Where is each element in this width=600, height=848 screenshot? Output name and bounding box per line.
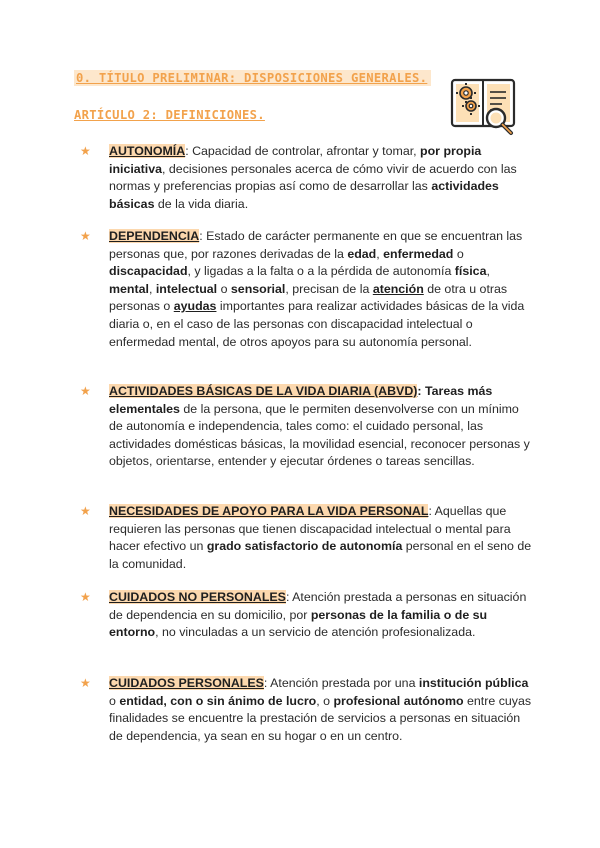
star-icon: ★ [80, 384, 91, 398]
text-span: , precisan de la [285, 281, 373, 296]
term-label: AUTONOMÍA [109, 144, 186, 158]
definition-item [74, 383, 534, 471]
star-icon: ★ [80, 229, 91, 243]
star-icon: ★ [80, 590, 91, 604]
definition-item [74, 589, 534, 642]
bold-span: entidad, con o sin ánimo de lucro [119, 693, 317, 708]
bold-span: discapacidad [109, 264, 188, 279]
definition-text [109, 228, 534, 351]
bold-span: profesional autónomo [333, 693, 464, 708]
text-span: de la vida diaria. [154, 196, 249, 211]
bold-span: intelectual [155, 281, 218, 296]
definition-text [109, 589, 534, 642]
text-span: personal en el seno de la comunidad. [109, 539, 532, 571]
bold-span: grado satisfactorio de autonomía [206, 539, 403, 554]
definition-item [74, 675, 534, 745]
bold-span: física [454, 264, 487, 279]
bold-span: mental [109, 281, 149, 296]
text-span: de la persona, que le permiten desenvolverse con un mínimo de autonomía e independencia, tales como: el cuidado personal, las actividades domésticas básicas, la movilidad esencial, reconocer personas y objetos, orientarse, entender y ejecutar órdenes o tareas sencillas. [109, 401, 530, 469]
definition-text [109, 503, 534, 573]
section-title: 0. TÍTULO PRELIMINAR: DISPOSICIONES GENERALES. [74, 70, 431, 86]
text-span: : Atención prestada a personas en situación de dependencia en su domicilio, por [109, 590, 527, 622]
bold-span: actividades básicas [109, 179, 499, 211]
text-span: , decisiones personales acerca de cómo vivir de acuerdo con las normas y preferencias propias así como de desarrollar las [109, 161, 517, 194]
bold-span: por propia iniciativa [109, 144, 482, 176]
article-heading: ARTÍCULO 2: DEFINICIONES. [74, 108, 265, 122]
bold-span: edad [347, 246, 377, 261]
book-gears-magnifier-icon [448, 72, 520, 138]
text-span: de otra u otras personas o [109, 281, 508, 314]
bold-span: personas de la familia o de su entorno [109, 607, 488, 640]
text-span: : Capacidad de controlar, afrontar y tomar, [185, 144, 421, 158]
definition-text [109, 383, 534, 471]
bold-span: sensorial [230, 281, 286, 296]
text-span: , o [316, 693, 334, 708]
term-label: ACTIVIDADES BÁSICAS DE LA VIDA DIARIA (ABVD) [109, 384, 418, 398]
bold-span: enfermedad [383, 246, 454, 261]
star-icon: ★ [80, 676, 91, 690]
bold-span: : Tareas más elementales [109, 384, 493, 416]
definition-item [74, 228, 534, 351]
text-span: o [217, 281, 231, 296]
text-span: , [148, 281, 156, 296]
definition-item [74, 143, 534, 213]
bold-span: ayudas [173, 299, 217, 314]
definition-text [109, 143, 534, 213]
text-span: o [453, 246, 464, 261]
star-icon: ★ [80, 504, 91, 518]
definition-item [74, 503, 534, 573]
text-span: , no vinculadas a un servicio de atención profesionalizada. [155, 625, 476, 640]
term-label: CUIDADOS NO PERSONALES [109, 590, 286, 604]
text-span: : Aquellas que requieren las personas que tienen discapacidad intelectual o mental para hacer efectivo un [109, 504, 511, 554]
term-label: DEPENDENCIA [109, 229, 200, 243]
term-label: NECESIDADES DE APOYO PARA LA VIDA PERSONAL [109, 504, 429, 518]
term-label: CUIDADOS PERSONALES [109, 676, 264, 690]
text-span: o [109, 693, 120, 708]
text-span: , [486, 264, 490, 279]
text-span: , [376, 246, 384, 261]
star-icon: ★ [80, 144, 91, 158]
text-span: : Estado de carácter permanente en que se encuentran las personas que, por razones derivadas de la [109, 229, 523, 261]
text-span: entre cuyas finalidades se encuentre la prestación de servicios a personas en situación de dependencia, ya sean en su hogar o en un centro. [109, 693, 532, 743]
bold-span: atención [372, 281, 424, 296]
definition-text [109, 675, 534, 745]
text-span: , y ligadas a la falta o a la pérdida de autonomía [187, 264, 455, 279]
text-span: : Atención prestada por una [263, 676, 419, 690]
bold-span: institución pública [418, 676, 529, 690]
text-span: importantes para realizar actividades básicas de la vida diaria o, en el caso de las personas con discapacidad intelectual o enfermedad mental, de otros apoyos para su autonomía personal. [109, 299, 525, 349]
